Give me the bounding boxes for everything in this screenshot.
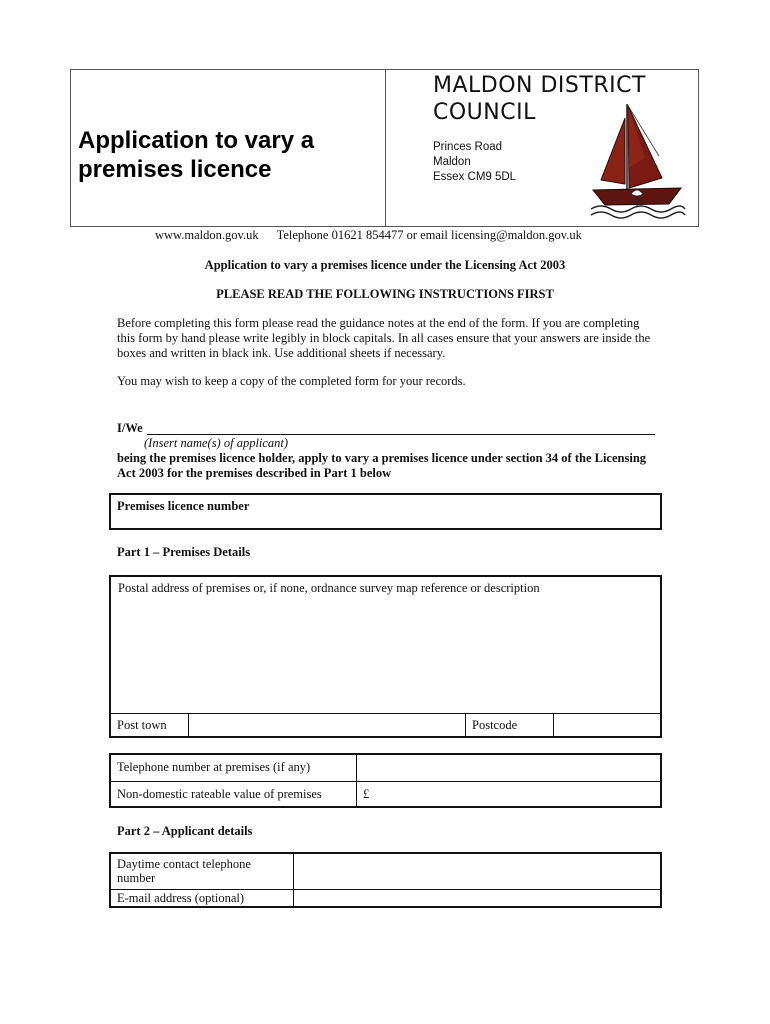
email-row bbox=[111, 889, 660, 906]
instructions-text: Before completing this form please read the guidance notes at the end of the form. If you are completing this form by hand please write legibly in block capitals. In all cases ensure that your answers are inside the boxes and written in black ink. Use additional sheets if necessary. bbox=[117, 316, 651, 360]
post-town-input[interactable] bbox=[189, 714, 466, 737]
applicant-details-table bbox=[109, 852, 662, 908]
premises-telephone-input[interactable] bbox=[357, 755, 660, 781]
address-line2: Maldon bbox=[433, 156, 471, 168]
daytime-phone-label: Daytime contact telephone number bbox=[111, 854, 294, 889]
website-link[interactable]: www.maldon.gov.uk bbox=[155, 228, 259, 242]
title-panel bbox=[71, 70, 386, 226]
email-label: E-mail address (optional) bbox=[111, 890, 294, 906]
post-town-label: Post town bbox=[111, 714, 189, 737]
applicant-name-line[interactable] bbox=[147, 434, 655, 435]
iwe-label: I/We bbox=[117, 421, 143, 435]
premises-telephone-label: Telephone number at premises (if any) bbox=[111, 755, 357, 781]
form-title: Application to vary a premises licence bbox=[78, 127, 315, 183]
instructions-heading: PLEASE READ THE FOLLOWING INSTRUCTIONS FIRST bbox=[216, 287, 554, 301]
applicant-name-hint: (Insert name(s) of applicant) bbox=[144, 436, 289, 450]
sailing-barge-crest-icon bbox=[587, 98, 687, 223]
telephone-email: Telephone 01621 854477 or email licensing@maldon.gov.uk bbox=[276, 228, 582, 242]
premises-info-table bbox=[109, 753, 662, 808]
form-subtitle: Application to vary a premises licence under the Licensing Act 2003 bbox=[204, 258, 566, 272]
postcode-input[interactable] bbox=[554, 714, 660, 737]
telephone-row bbox=[111, 755, 660, 781]
postcode-label: Postcode bbox=[466, 714, 554, 737]
council-address bbox=[433, 140, 516, 185]
council-name-line1: MALDON DISTRICT bbox=[433, 73, 646, 98]
licence-number-field[interactable] bbox=[109, 493, 662, 530]
email-input[interactable] bbox=[294, 890, 660, 906]
holder-statement: being the premises licence holder, apply to vary a premises licence under section 34 of the Licensing Act 2003 for the premises described in Part 1 below bbox=[117, 451, 647, 480]
licence-number-label: Premises licence number bbox=[117, 499, 250, 513]
rateable-value-label: Non-domestic rateable value of premises bbox=[111, 782, 357, 807]
daytime-phone-input[interactable] bbox=[294, 854, 660, 889]
contact-line bbox=[155, 228, 582, 243]
premises-address-label: Postal address of premises or, if none, ordnance survey map reference or description bbox=[118, 581, 540, 595]
part1-heading: Part 1 – Premises Details bbox=[117, 545, 251, 559]
address-line3: Essex CM9 5DL bbox=[433, 171, 517, 183]
premises-address-field[interactable] bbox=[109, 575, 662, 738]
council-name-line2: COUNCIL bbox=[433, 100, 536, 125]
daytime-phone-row bbox=[111, 854, 660, 889]
post-town-row bbox=[111, 713, 660, 736]
address-line1: Princes Road bbox=[433, 141, 503, 153]
header-box bbox=[70, 69, 699, 227]
records-note: You may wish to keep a copy of the completed form for your records. bbox=[117, 374, 466, 388]
rateable-value-input[interactable] bbox=[357, 782, 660, 807]
part2-heading: Part 2 – Applicant details bbox=[117, 824, 253, 838]
pound-sign: £ bbox=[363, 787, 370, 801]
rateable-value-row bbox=[111, 781, 660, 807]
